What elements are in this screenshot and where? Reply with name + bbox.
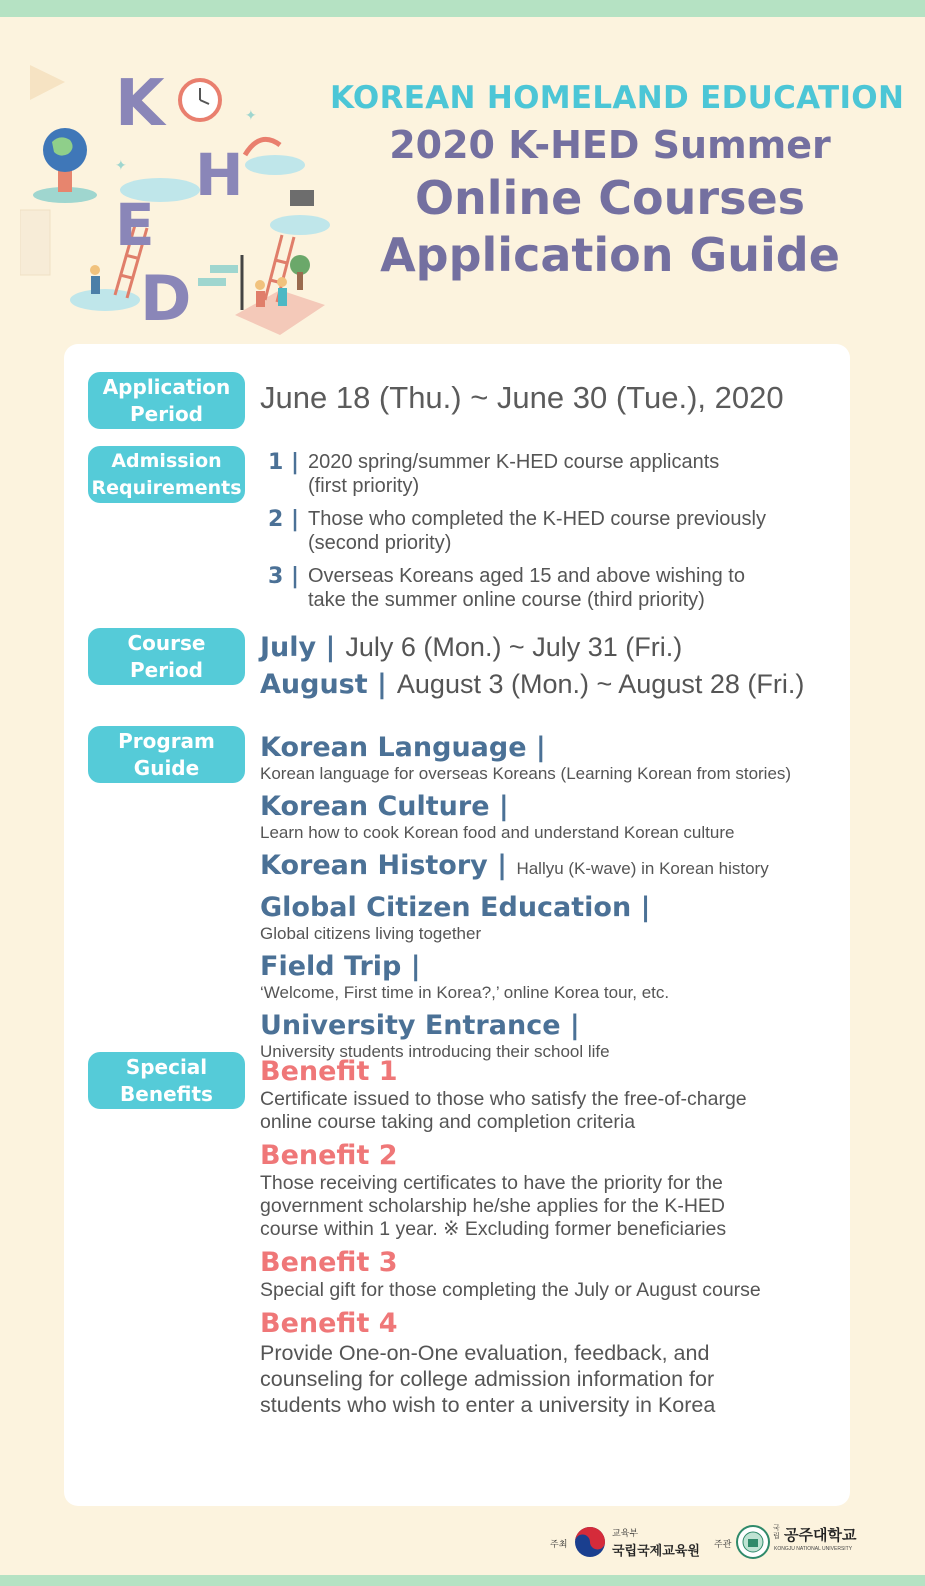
- benefits-label: [88, 1052, 245, 1109]
- organizer-label: 주관: [714, 1539, 732, 1549]
- program-list: [260, 732, 846, 1069]
- person-decoration: [277, 277, 287, 287]
- clock-icon: [180, 80, 220, 120]
- benefit-desc: [260, 1340, 846, 1418]
- item-number: 1 |: [268, 450, 300, 475]
- item-line: Those who completed the K-HED course previously: [308, 508, 766, 530]
- admission-label: [88, 446, 245, 503]
- item-text: [308, 564, 846, 612]
- item-line: (first priority): [308, 475, 420, 497]
- item-line: (second priority): [308, 532, 452, 554]
- letter-e: E: [115, 191, 155, 259]
- person-decoration: [91, 276, 100, 294]
- benefit-item: [260, 1140, 846, 1241]
- course-row-july: [260, 632, 846, 663]
- application-period-content: [260, 380, 846, 416]
- course-period-label: [88, 628, 245, 685]
- program-title: Global Citizen Education |: [260, 892, 651, 923]
- item-number: 2 |: [268, 507, 300, 532]
- person-decoration: [90, 265, 100, 275]
- program-item: [260, 1010, 846, 1062]
- program-title: Korean Language |: [260, 732, 546, 763]
- program-title-row: [260, 850, 846, 885]
- title-block: [330, 80, 905, 282]
- label-line: Requirements: [91, 477, 242, 499]
- benefit-desc: [260, 1279, 846, 1302]
- top-stripe: [0, 0, 925, 17]
- program-item: [260, 791, 846, 843]
- program-desc: University students introducing their school life: [260, 1042, 610, 1061]
- title-line-2: Online Courses: [414, 170, 806, 225]
- program-desc: Learn how to cook Korean food and understand Korean culture: [260, 823, 735, 842]
- benefit-title: Benefit 4: [260, 1308, 398, 1339]
- benefit-line: Those receiving certificates to have the priority for the: [260, 1172, 723, 1194]
- benefit-desc: [260, 1088, 846, 1134]
- program-desc: Korean language for overseas Koreans (Learning Korean from stories): [260, 764, 792, 783]
- month-label: August |: [260, 669, 387, 700]
- benefit-line: Special gift for those completing the July or August course: [260, 1279, 761, 1301]
- course-dates: August 3 (Mon.) ~ August 28 (Fri.): [396, 669, 805, 699]
- program-title: University Entrance |: [260, 1010, 580, 1041]
- benefit-title: Benefit 2: [260, 1140, 398, 1171]
- taegeuk-icon: [574, 1526, 606, 1558]
- title-line-1: 2020 K-HED Summer: [389, 123, 831, 167]
- person-decoration: [255, 280, 265, 290]
- program-item: [260, 732, 846, 784]
- letter-d: D: [140, 262, 192, 335]
- course-period-content: [260, 632, 846, 706]
- program-label: [88, 726, 245, 783]
- benefit-item: [260, 1247, 846, 1302]
- program-title: Korean History |: [260, 850, 508, 881]
- header-subtitle: KOREAN HOMELAND EDUCATION: [330, 80, 905, 116]
- person-decoration: [278, 288, 287, 306]
- program-item: [260, 892, 846, 944]
- admission-list: [260, 450, 846, 621]
- signpost-decoration: [210, 265, 238, 273]
- host-ministry: 교육부: [612, 1528, 639, 1538]
- label-line: Special: [125, 1055, 208, 1079]
- letter-k: K: [115, 67, 165, 141]
- month-label: July |: [260, 632, 336, 663]
- benefit-line: online course taking and completion criteria: [260, 1111, 636, 1133]
- application-period-label: [88, 372, 245, 429]
- letter-h: H: [195, 141, 244, 209]
- platform-decoration: [245, 155, 305, 175]
- label-line: Guide: [133, 756, 200, 780]
- program-item: [260, 850, 846, 885]
- play-triangle-decoration: [30, 65, 65, 100]
- item-text: [308, 450, 846, 498]
- admission-item: [260, 450, 846, 498]
- benefit-item: [260, 1056, 846, 1134]
- globe-icon: [33, 128, 97, 203]
- benefit-title: Benefit 1: [260, 1056, 398, 1087]
- benefit-title: Benefit 3: [260, 1247, 398, 1278]
- tree-decoration: [297, 272, 303, 290]
- admission-item: [260, 507, 846, 555]
- organizer-logo: [714, 1522, 864, 1562]
- program-desc: ‘Welcome, First time in Korea?,’ online Korea tour, etc.: [260, 983, 670, 1002]
- title-line-3: Application Guide: [380, 227, 840, 282]
- label-line: Period: [130, 402, 203, 426]
- benefit-line: course within 1 year. ※ Excluding former beneficiaries: [260, 1218, 727, 1240]
- benefit-line: Certificate issued to those who satisfy the free-of-charge: [260, 1088, 747, 1110]
- panel-decoration: [20, 210, 50, 275]
- admission-item: [260, 564, 846, 612]
- label-line: Application: [102, 375, 231, 399]
- item-line: take the summer online course (third priority): [308, 589, 705, 611]
- platform-decoration: [270, 215, 330, 235]
- organizer-name: 공주대학교: [784, 1527, 857, 1544]
- organizer-prefix: 국립: [773, 1525, 780, 1540]
- benefit-line: counseling for college admission information for: [260, 1367, 715, 1391]
- course-dates: July 6 (Mon.) ~ July 31 (Fri.): [345, 632, 683, 662]
- star-decoration: ✦: [115, 157, 127, 173]
- organizer-name-en: KONGJU NATIONAL UNIVERSITY: [774, 1546, 853, 1552]
- program-desc: Global citizens living together: [260, 924, 482, 943]
- label-line: Admission: [111, 450, 222, 472]
- benefits-list: [260, 1056, 846, 1424]
- university-seal-icon: [736, 1525, 770, 1559]
- host-logo: [550, 1522, 700, 1562]
- benefit-desc: [260, 1172, 846, 1241]
- signpost-decoration: [198, 278, 226, 286]
- program-title: Field Trip |: [260, 951, 421, 982]
- item-line: 2020 spring/summer K-HED course applicants: [308, 451, 720, 473]
- benefit-line: government scholarship he/she applies for the K-HED: [260, 1195, 725, 1217]
- host-label: 주최: [550, 1539, 568, 1549]
- label-line: Benefits: [120, 1082, 213, 1106]
- khed-illustration: [20, 50, 340, 335]
- laptop-icon: [290, 190, 314, 206]
- label-line: Course: [127, 631, 206, 655]
- item-number: 3 |: [268, 564, 300, 589]
- item-text: [308, 507, 846, 555]
- application-period-text: June 18 (Thu.) ~ June 30 (Tue.), 2020: [260, 380, 784, 415]
- benefit-line: students who wish to enter a university in Korea: [260, 1393, 716, 1417]
- bottom-stripe: [0, 1575, 925, 1586]
- label-line: Period: [130, 658, 203, 682]
- course-row-august: [260, 669, 846, 700]
- program-title: Korean Culture |: [260, 791, 509, 822]
- item-line: Overseas Koreans aged 15 and above wishing to: [308, 565, 745, 587]
- benefit-line: Provide One-on-One evaluation, feedback, and: [260, 1341, 710, 1365]
- rainbow-decoration: [245, 139, 280, 155]
- program-desc: Hallyu (K-wave) in Korean history: [516, 859, 769, 878]
- program-item: [260, 951, 846, 1003]
- star-decoration: ✦: [245, 107, 257, 123]
- info-card: [64, 344, 850, 1506]
- benefit-item: [260, 1308, 846, 1418]
- host-name: 국립국제교육원: [612, 1543, 700, 1558]
- person-decoration: [256, 291, 265, 307]
- label-line: Program: [118, 729, 215, 753]
